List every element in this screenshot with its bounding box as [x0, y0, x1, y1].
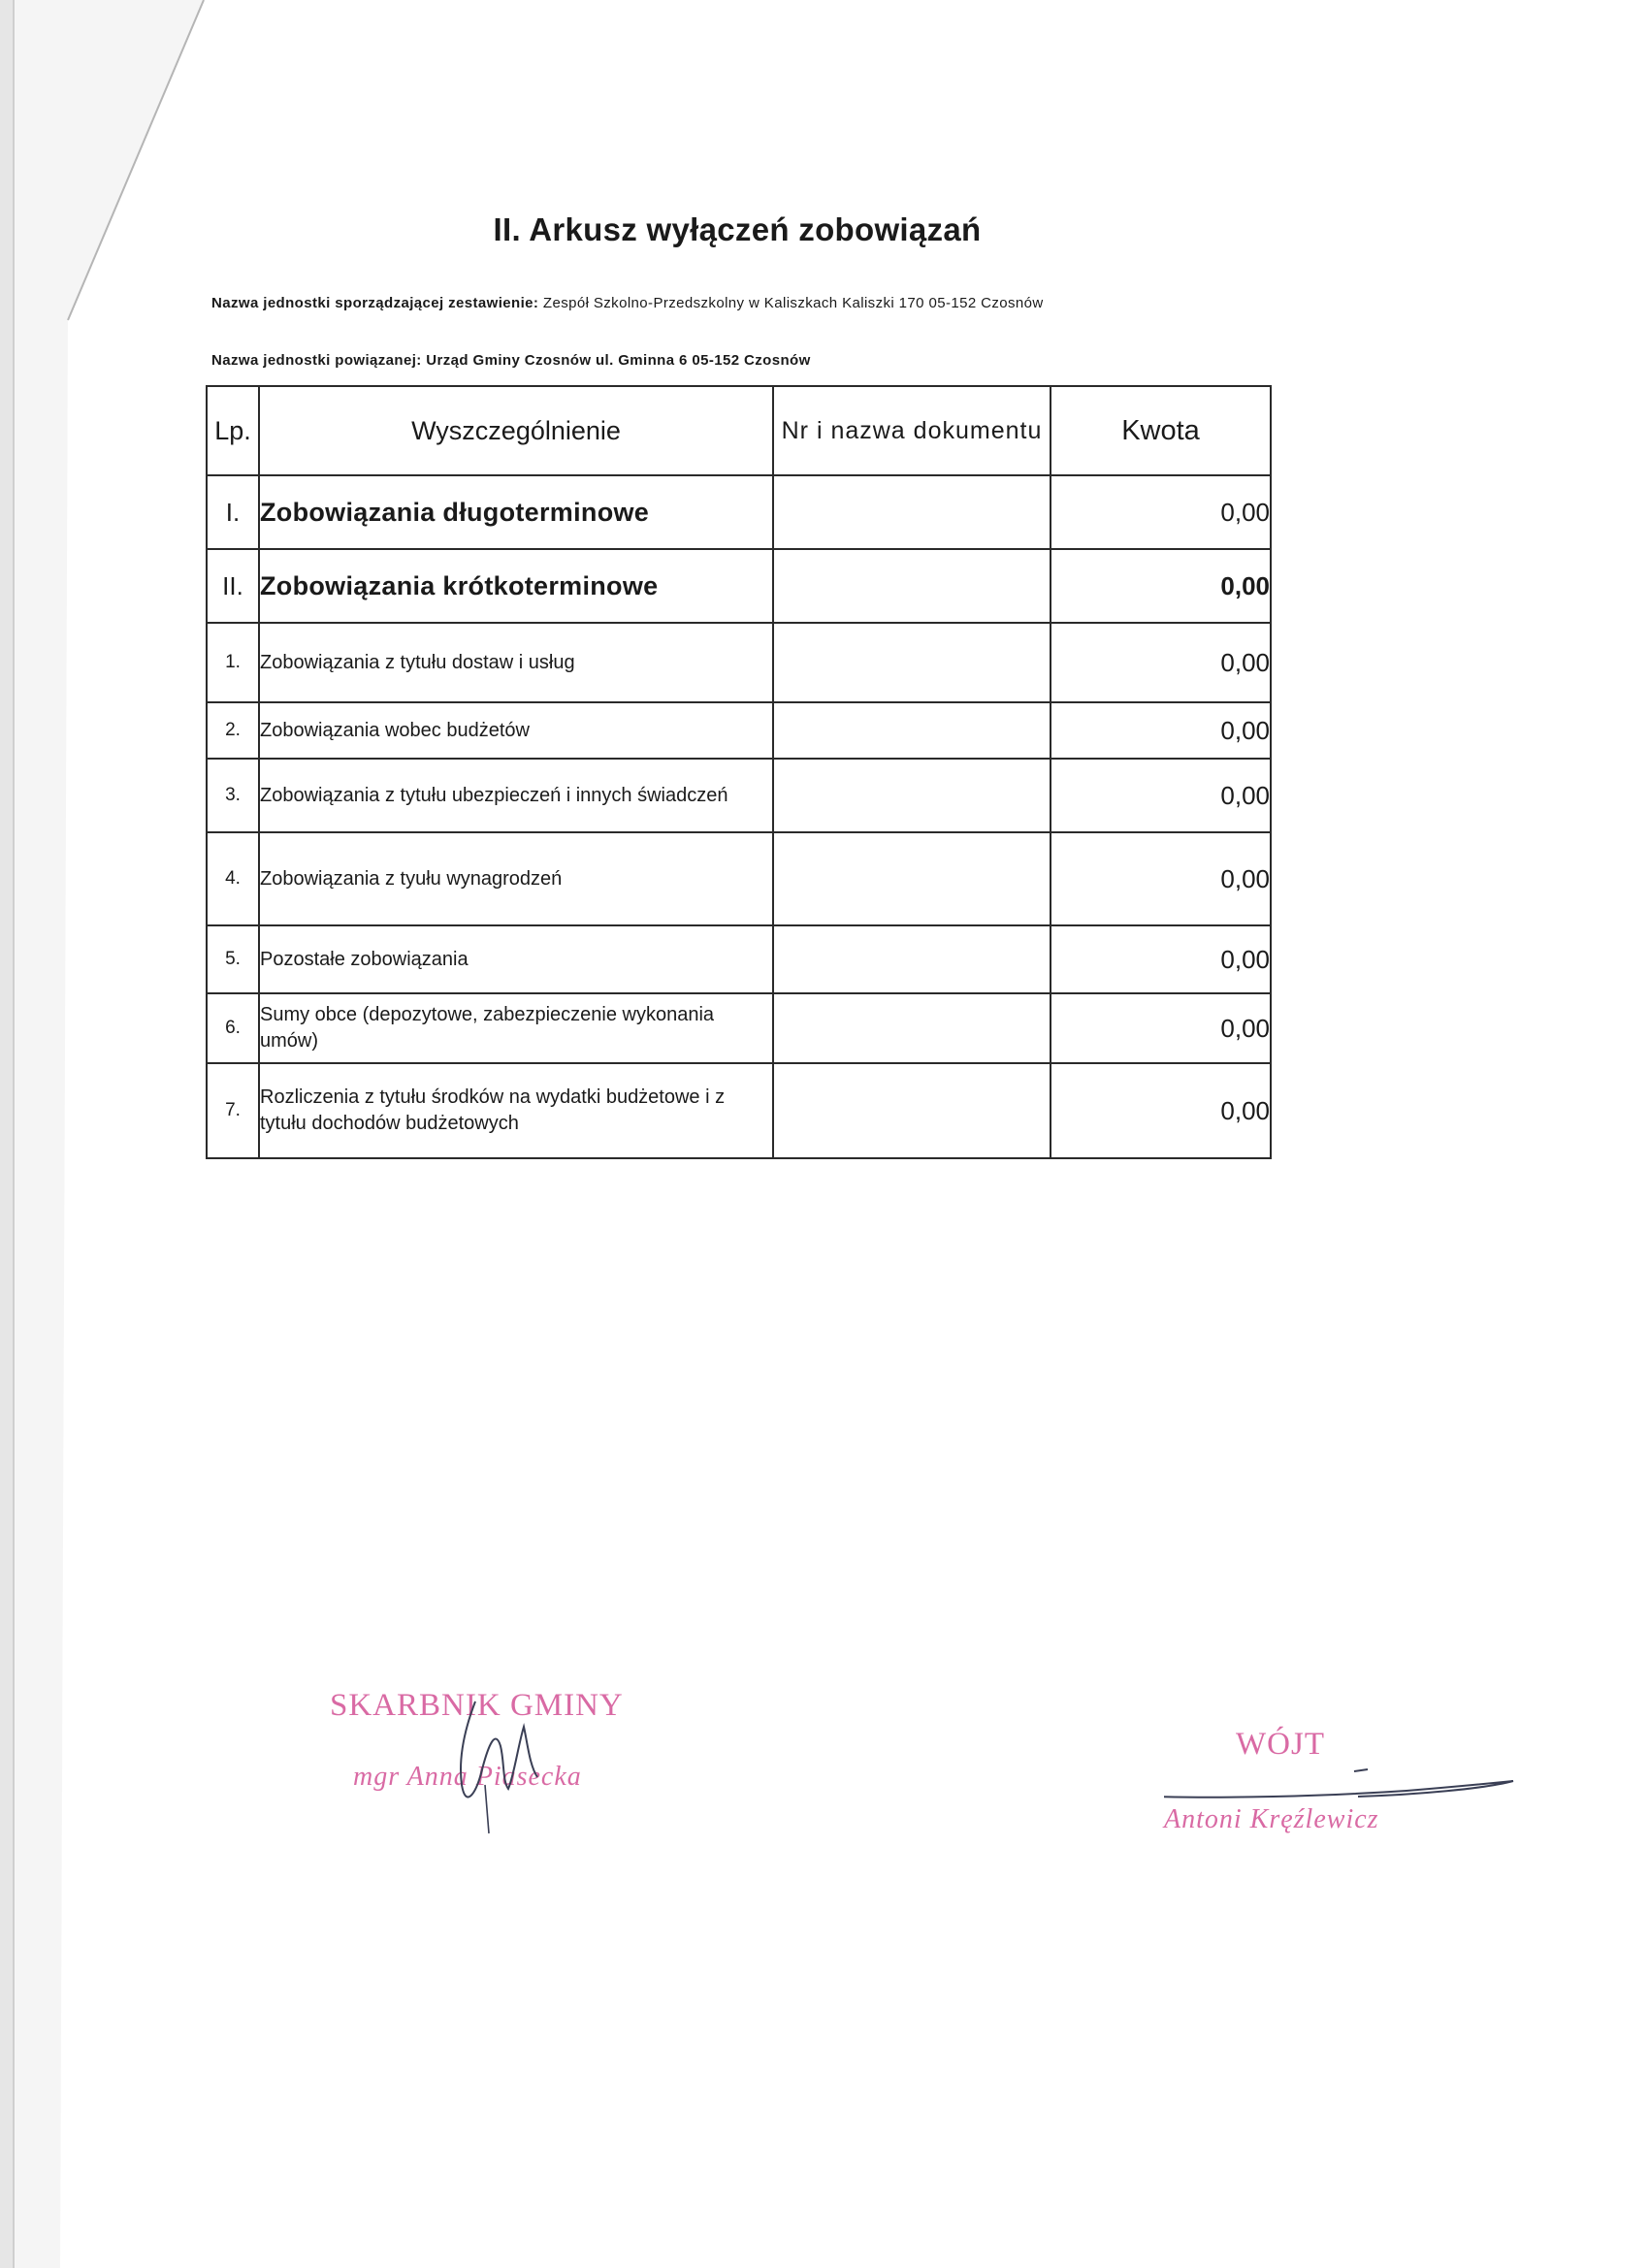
entity-line	[211, 295, 1044, 311]
row-description: Zobowiązania z tytułu dostaw i usług	[259, 623, 773, 702]
header-lp: Lp.	[207, 386, 259, 475]
row-document	[773, 549, 1051, 623]
row-document	[773, 702, 1051, 759]
row-lp: 2.	[207, 702, 259, 759]
row-description: Zobowiązania długoterminowe	[259, 475, 773, 549]
row-description: Zobowiązania z tytułu ubezpieczeń i innych świadczeń	[259, 759, 773, 832]
header-document: Nr i nazwa dokumentu	[773, 386, 1051, 475]
entity-value: Zespół Szkolno-Przedszkolny w Kaliszkach Kaliszki 170 05-152 Czosnów	[542, 295, 1044, 311]
table-row	[207, 702, 1271, 759]
row-amount: 0,00	[1051, 925, 1271, 993]
liabilities-table	[206, 385, 1272, 1159]
row-amount: 0,00	[1051, 832, 1271, 925]
row-document	[773, 925, 1051, 993]
table-row	[207, 759, 1271, 832]
row-description: Zobowiązania z tyułu wynagrodzeń	[259, 832, 773, 925]
table-row	[207, 1063, 1271, 1158]
row-lp: 7.	[207, 1063, 259, 1158]
related-label: Nazwa jednostki powiązanej:	[211, 352, 422, 369]
table-row	[207, 623, 1271, 702]
header-amount: Kwota	[1051, 386, 1271, 475]
row-lp: I.	[207, 475, 259, 549]
row-lp: 4.	[207, 832, 259, 925]
row-amount: 0,00	[1051, 475, 1271, 549]
row-lp: 3.	[207, 759, 259, 832]
row-document	[773, 1063, 1051, 1158]
row-lp: II.	[207, 549, 259, 623]
treasurer-role: SKARBNIK GMINY	[330, 1688, 624, 1723]
treasurer-name: mgr Anna Piasecka	[353, 1762, 582, 1792]
row-lp: 6.	[207, 993, 259, 1063]
table-row	[207, 993, 1271, 1063]
entity-label: Nazwa jednostki sporządzającej zestawienie:	[211, 295, 539, 311]
row-amount: 0,00	[1051, 702, 1271, 759]
related-entity-line	[211, 352, 811, 369]
row-document	[773, 623, 1051, 702]
table-row	[207, 925, 1271, 993]
table-row	[207, 475, 1271, 549]
mayor-name: Antoni Kręźlewicz	[1164, 1804, 1379, 1834]
row-document	[773, 759, 1051, 832]
table-row	[207, 549, 1271, 623]
row-amount: 0,00	[1051, 623, 1271, 702]
document-title: II. Arkusz wyłączeń zobowiązań	[493, 211, 982, 247]
header-description: Wyszczególnienie	[259, 386, 773, 475]
row-amount: 0,00	[1051, 1063, 1271, 1158]
row-lp: 1.	[207, 623, 259, 702]
row-description: Sumy obce (depozytowe, zabezpieczenie wykonania umów)	[259, 993, 773, 1063]
treasurer-stamp	[330, 1688, 624, 1792]
mayor-signature	[1164, 1727, 1533, 1843]
row-document	[773, 832, 1051, 925]
table-row	[207, 832, 1271, 925]
row-description: Zobowiązania wobec budżetów	[259, 702, 773, 759]
row-amount: 0,00	[1051, 759, 1271, 832]
scan-page-edge	[0, 0, 213, 2268]
table-header-row	[207, 386, 1271, 475]
row-description: Rozliczenia z tytułu środków na wydatki budżetowe i z tytułu dochodów budżetowych	[259, 1063, 773, 1158]
row-amount: 0,00	[1051, 993, 1271, 1063]
row-amount: 0,00	[1051, 549, 1271, 623]
row-description: Pozostałe zobowiązania	[259, 925, 773, 993]
mayor-role: WÓJT	[1236, 1727, 1325, 1762]
treasurer-signature	[330, 1688, 640, 1843]
row-document	[773, 993, 1051, 1063]
related-value: Urząd Gminy Czosnów ul. Gminna 6 05-152 Czosnów	[426, 352, 811, 369]
row-description: Zobowiązania krótkoterminowe	[259, 549, 773, 623]
row-lp: 5.	[207, 925, 259, 993]
row-document	[773, 475, 1051, 549]
